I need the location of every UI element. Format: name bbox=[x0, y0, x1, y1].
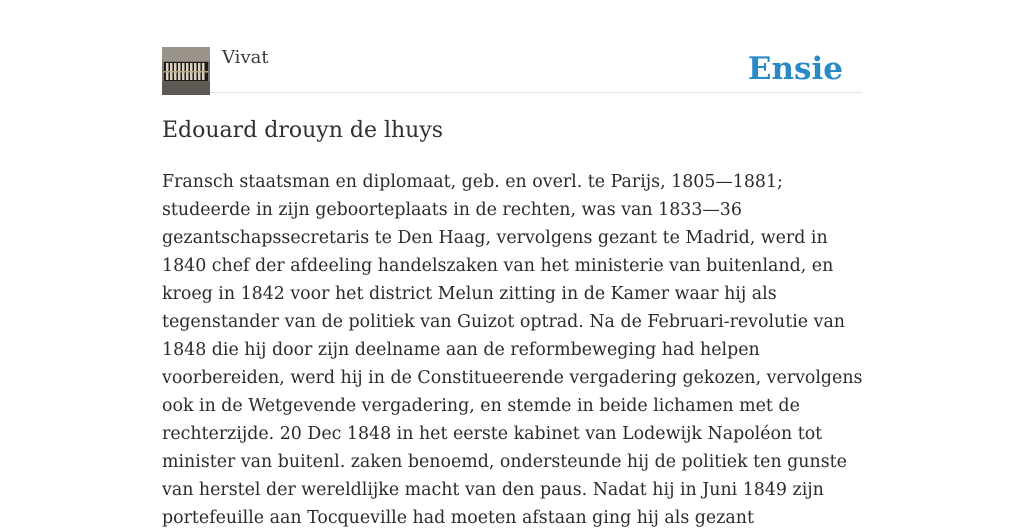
brand-logo-link[interactable]: Ensie bbox=[747, 51, 843, 87]
source-avatar[interactable] bbox=[162, 47, 210, 95]
source-header bbox=[162, 46, 862, 93]
source-name[interactable]: Vivat bbox=[222, 47, 269, 68]
article-body: Fransch staatsman en diplomaat, geb. en overl. te Parijs, 1805—1881; studeerde in zijn geboorteplaats in de rechten, was van 1833—36 gezantschapssecretaris te Den Haag, vervolgens gezant te Madrid, werd in 1840 chef der afdeeling handelszaken van het ministerie van buitenland, en kroeg in 1842 voor het district Melun zitting in de Kamer waar hij als tegenstander van de politiek van Guizot optrad. Na de Februari-revolutie van 1848 die hij door zijn deelname aan de reformbeweging had helpen voorbereiden, werd hij in de Constitueerende vergadering gekozen, vervolgens ook in de Wetgevende vergadering, en stemde in beide lichamen met de rechterzijde. 20 Dec 1848 in het eerste kabinet van Lodewijk Napoléon tot minister van buitenl. zaken benoemd, ondersteunde hij de politiek ten gunste van herstel der wereldlijke macht van den paus. Nadat hij in Juni 1849 zijn portefeuille aan Tocqueville had moeten afstaan ging hij als gezant bbox=[162, 172, 863, 528]
page-title: Edouard drouyn de lhuys bbox=[162, 118, 444, 143]
book-spines-icon bbox=[162, 47, 210, 95]
